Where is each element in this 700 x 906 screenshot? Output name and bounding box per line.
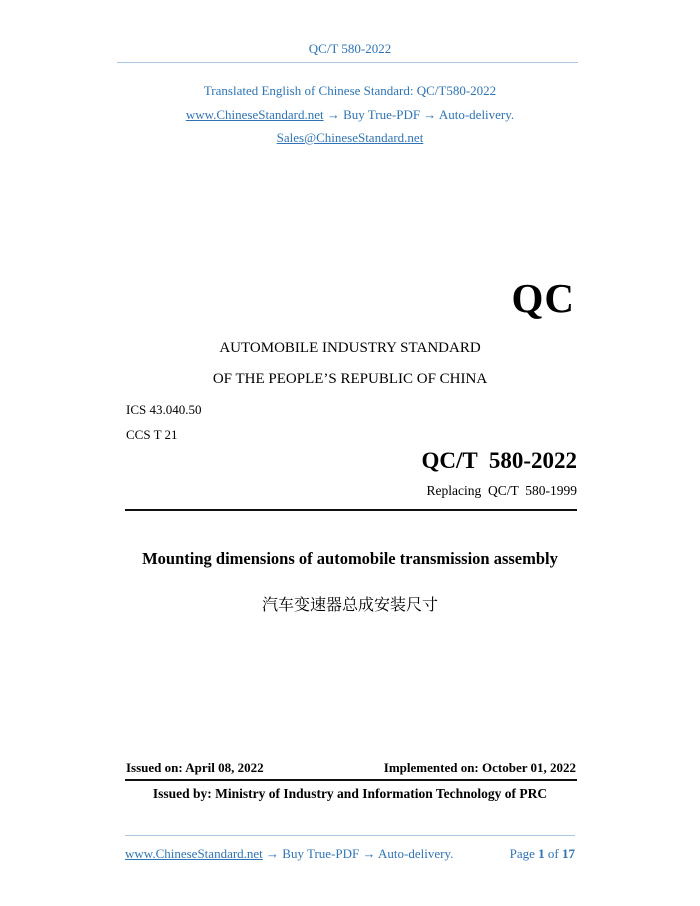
designation-divider <box>125 509 577 511</box>
replacing-note: Replacing QC/T 580-1999 <box>426 483 577 498</box>
standard-org-line1: AUTOMOBILE INDUSTRY STANDARD <box>219 340 481 356</box>
page-indicator <box>510 846 575 862</box>
website-link[interactable]: www.ChineseStandard.net <box>185 107 324 122</box>
implemented-on-date: Implemented on: October 01, 2022 <box>383 760 576 775</box>
header-doc-ref: QC/T 580-2022 <box>308 41 392 56</box>
buy-pdf-text: → Buy True-PDF → Auto-delivery. <box>326 107 515 122</box>
email-link[interactable]: Sales@ChineseStandard.net <box>276 130 424 145</box>
footer-divider <box>125 835 575 836</box>
issued-by-line: Issued by: Ministry of Industry and Information Technology of PRC <box>152 786 548 801</box>
page-label: Page <box>509 846 535 861</box>
of-label: of <box>547 846 559 861</box>
email-line <box>0 130 700 146</box>
footer-link-line <box>125 846 453 862</box>
header-divider <box>117 62 578 63</box>
header-link-line <box>0 107 700 123</box>
issued-on-date: Issued on: April 08, 2022 <box>126 760 264 775</box>
standard-number: QC/T 580-2022 <box>421 448 577 473</box>
standard-org-line2: OF THE PEOPLE’S REPUBLIC OF CHINA <box>212 371 488 387</box>
issue-divider <box>125 779 577 781</box>
footer-row <box>125 846 575 862</box>
ics-code: ICS 43.040.50 <box>126 402 202 417</box>
page-number: 1 <box>538 846 545 861</box>
footer-website-link[interactable]: www.ChineseStandard.net <box>125 846 263 861</box>
document-title-english: Mounting dimensions of automobile transmission assembly <box>142 549 558 568</box>
issue-dates-row <box>126 760 576 776</box>
footer-buy-pdf-text: → Buy True-PDF → Auto-delivery. <box>266 846 454 861</box>
document-title-chinese: 汽车变速器总成安装尺寸 <box>261 597 438 614</box>
ccs-code: CCS T 21 <box>126 427 178 442</box>
page-total: 17 <box>562 846 575 861</box>
translated-standard-line: Translated English of Chinese Standard: QC/T580-2022 <box>203 83 497 98</box>
qc-logo: QC <box>511 275 575 321</box>
